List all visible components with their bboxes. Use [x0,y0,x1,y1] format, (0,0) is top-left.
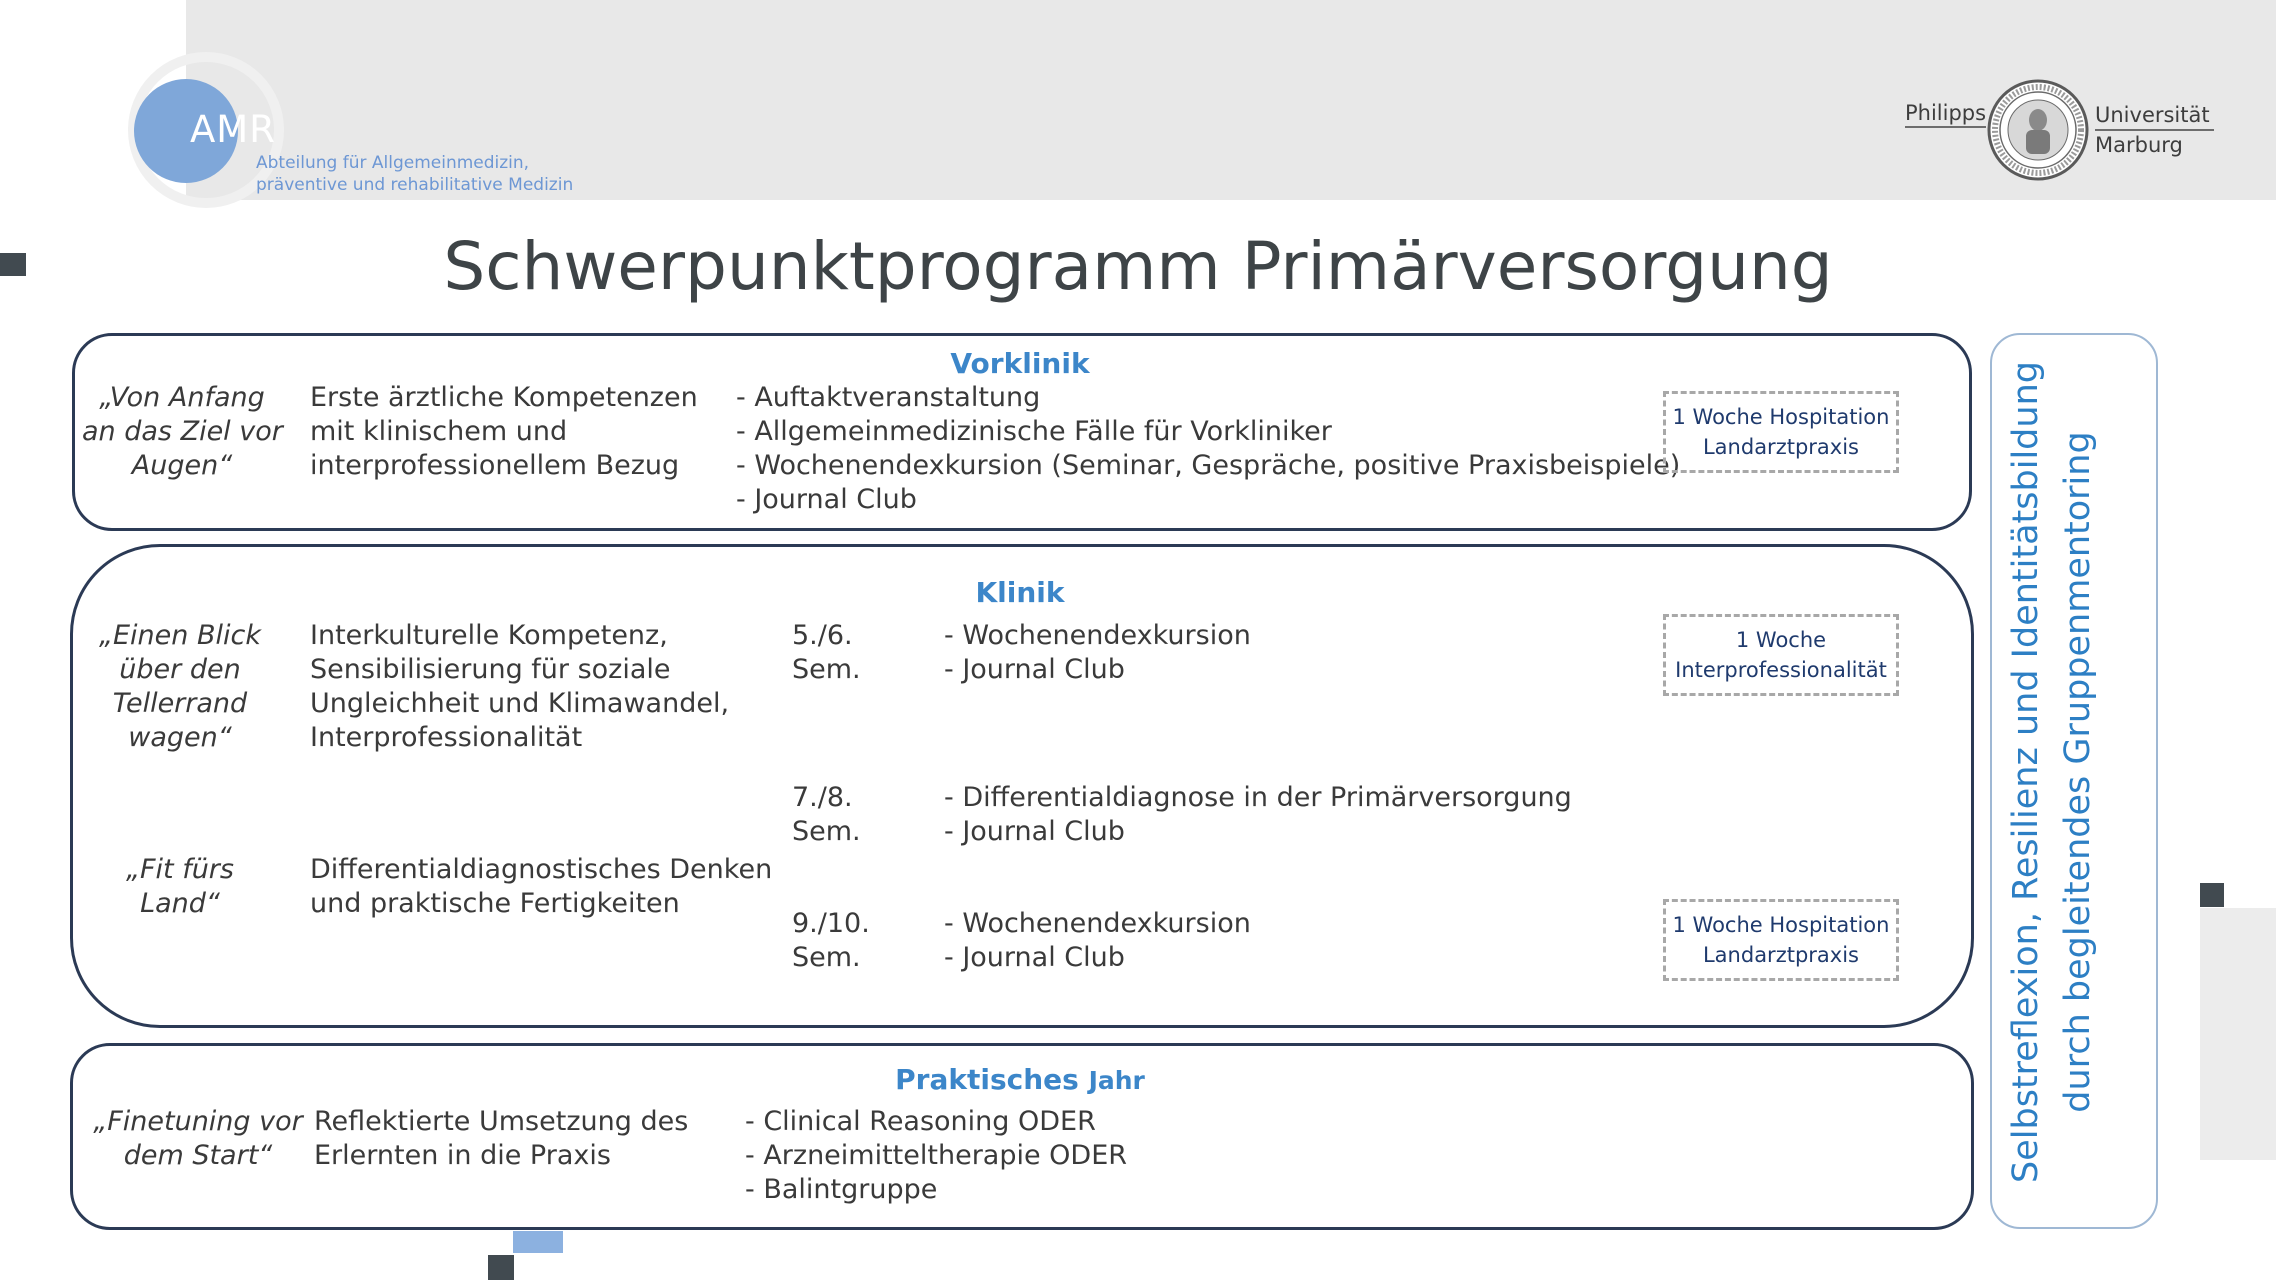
decor-square-bottom [488,1255,514,1280]
decor-square-right [2200,883,2224,907]
klinik-semester-5-6: 5./6. Sem. [792,620,861,685]
klinik-quote-1: „Einen Blick über den Tellerrand wagen“ [99,620,261,753]
department-line-1: Abteilung für Allgemeinmedizin, [256,153,530,173]
klinik-items-5-6: - Wochenendexkursion - Journal Club [944,620,1251,685]
klinik-quote-2: „Fit fürs Land“ [126,854,234,919]
klinik-interprofessional-box [1663,614,1899,696]
pj-heading-suffix: Jahr [1088,1066,1145,1095]
mentoring-line-2: durch begleitendes Gruppenmentoring [2058,431,2098,1113]
university-seal-icon [1986,78,2090,182]
klinik-competence-2: Differentialdiagnostisches Denken und praktische Fertigkeiten [310,854,773,919]
pj-heading [820,1063,1220,1096]
university-line-2: Marburg [2095,133,2183,157]
vorklinik-quote: „Von Anfang an das Ziel vor Augen“ [82,382,283,481]
vorklinik-hospitation-box [1663,391,1899,473]
klinik-semester-9-10: 9./10. Sem. [792,908,870,973]
pj-competence: Reflektierte Umsetzung des Erlernten in die Praxis [314,1106,689,1171]
university-line-1: Universität [2095,101,2214,131]
amr-logo-text: AMR [190,108,276,151]
vorklinik-competence: Erste ärztliche Kompetenzen mit klinischem und interprofessionellem Bezug [310,382,698,481]
mentoring-line-1: Selbstreflexion, Resilienz und Identitätsbildung [2006,361,2046,1183]
klinik-items-9-10: - Wochenendexkursion - Journal Club [944,908,1251,973]
department-line-2: präventive und rehabilitative Medizin [256,175,574,195]
department-name [256,152,573,196]
university-name-left: Philipps [1905,101,1986,128]
pj-heading-main: Praktisches [895,1063,1079,1096]
vorklinik-heading: Vorklinik [950,347,1090,380]
mentoring-text [2000,332,2104,1212]
vorklinik-hospitation-label: 1 Woche Hospitation Landarztpraxis [1672,405,1890,459]
klinik-hospitation-label: 1 Woche Hospitation Landarztpraxis [1672,913,1890,967]
klinik-heading: Klinik [975,576,1065,609]
pj-quote: „Finetuning vor dem Start“ [93,1106,303,1171]
decor-rect-right [2200,908,2276,1160]
pj-items: - Clinical Reasoning ODER - Arzneimitteltherapie ODER - Balintgruppe [745,1106,1128,1205]
klinik-interprofessional-label: 1 Woche Interprofessionalität [1675,628,1887,682]
decor-square-blue [513,1231,563,1253]
klinik-items-7-8: - Differentialdiagnose in der Primärversorgung - Journal Club [944,782,1572,847]
page-title: Schwerpunktprogramm Primärversorgung [443,228,1833,305]
klinik-hospitation-box [1663,899,1899,981]
university-name-right [2095,101,2214,159]
vorklinik-items: - Auftaktveranstaltung - Allgemeinmedizinische Fälle für Vorkliniker - Wochenendexkursion (Seminar, Gespräche, positive Praxisbeispiele) - Journal Club [736,382,1681,515]
klinik-competence-1: Interkulturelle Kompetenz, Sensibilisierung für soziale Ungleichheit und Klimawandel, Interprofessionalität [310,620,730,753]
klinik-semester-7-8: 7./8. Sem. [792,782,861,847]
